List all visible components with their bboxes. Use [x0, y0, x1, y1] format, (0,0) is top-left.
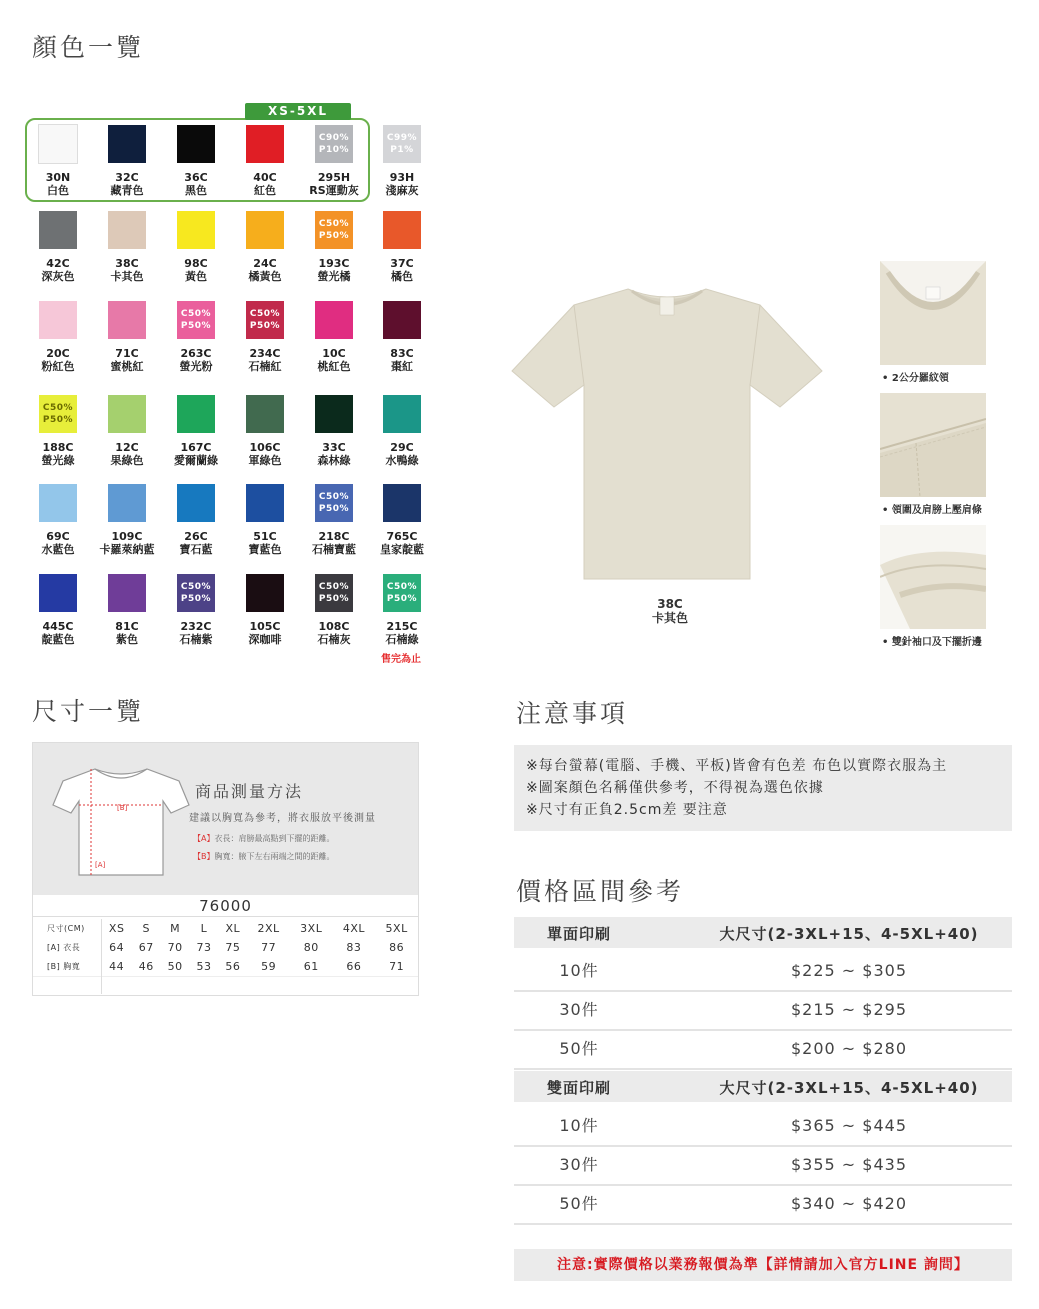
color-swatch-item	[92, 125, 162, 197]
color-swatch-item	[230, 301, 300, 373]
color-code: 108C	[318, 620, 350, 633]
size-col: 3XL	[300, 922, 323, 935]
color-name: 石楠紫	[179, 633, 213, 646]
color-swatch-item	[230, 125, 300, 197]
color-code: 188C	[42, 441, 74, 454]
color-code: 12C	[115, 441, 139, 454]
color-code: 765C	[386, 530, 418, 543]
color-code: 30N	[45, 171, 71, 184]
measure-method-area	[33, 743, 418, 895]
shoulder-detail-icon	[880, 393, 986, 497]
colors-section-title: 顏色一覽	[32, 33, 145, 62]
measure-method-subtitle: 建議以胸寬為參考，將衣服放平後測量	[189, 813, 376, 824]
price-range: $340 ~ $420	[790, 1194, 907, 1213]
size-cell: 70	[167, 941, 183, 954]
size-cell: 83	[346, 941, 362, 954]
notes-section-title: 注意事項	[516, 699, 629, 728]
price-size-note: 大尺寸(2-3XL+15、4-5XL+40)	[719, 925, 979, 943]
size-section-title: 尺寸一覽	[32, 697, 145, 726]
size-chart-panel	[32, 742, 419, 996]
color-code: 93H	[389, 171, 415, 184]
color-swatch	[177, 395, 215, 433]
color-swatch	[39, 484, 77, 522]
color-name: 藏青色	[110, 184, 144, 197]
size-cell: 64	[109, 941, 125, 954]
color-swatch	[315, 301, 353, 339]
size-cell: 46	[138, 959, 154, 973]
color-swatch-item	[367, 484, 437, 556]
color-swatch-item	[230, 484, 300, 556]
color-name: 黑色	[185, 184, 207, 197]
collar-detail-icon	[880, 261, 986, 365]
color-swatch	[108, 395, 146, 433]
color-swatch-item	[367, 211, 437, 283]
color-swatch: C99% P1%	[383, 125, 421, 163]
color-swatch-item	[161, 484, 231, 556]
color-name: 螢光橘	[317, 270, 351, 283]
size-col: 2XL	[257, 922, 280, 935]
color-swatch	[246, 395, 284, 433]
color-name: 森林綠	[317, 454, 351, 467]
color-name: 石楠灰	[317, 633, 351, 646]
size-cell: 77	[261, 941, 277, 954]
color-code: 33C	[322, 441, 346, 454]
price-qty: 30件	[559, 1000, 599, 1019]
size-blank-cell	[33, 976, 101, 994]
size-col: 4XL	[342, 922, 365, 935]
color-code: 215C	[386, 620, 418, 633]
size-cell: 44	[109, 959, 125, 973]
diagram-a-marker: [A]	[95, 861, 106, 869]
color-swatch-item	[367, 395, 437, 467]
color-swatch-item	[23, 301, 93, 373]
price-header-single	[514, 917, 1012, 951]
color-code: 69C	[46, 530, 70, 543]
price-qty: 10件	[559, 961, 599, 980]
color-name: 桃紅色	[317, 360, 351, 373]
color-name: 軍綠色	[248, 454, 282, 467]
color-swatch	[246, 574, 284, 612]
color-code: 24C	[253, 257, 277, 270]
color-code: 167C	[180, 441, 212, 454]
color-swatch: C50% P50%	[315, 574, 353, 612]
color-name: 深灰色	[41, 270, 75, 283]
size-cell: 71	[389, 959, 405, 973]
color-swatch	[246, 484, 284, 522]
color-swatch-item	[23, 574, 93, 646]
color-name: 淺麻灰	[385, 184, 419, 197]
color-swatch	[177, 484, 215, 522]
color-name: 果綠色	[110, 454, 144, 467]
price-print-type: 單面印刷	[546, 925, 611, 943]
size-blank-cell	[101, 976, 418, 994]
size-table	[33, 919, 418, 994]
color-swatch-item	[299, 395, 369, 467]
color-code: 105C	[249, 620, 281, 633]
measure-tshirt-icon	[51, 763, 191, 883]
price-size-note: 大尺寸(2-3XL+15、4-5XL+40)	[719, 1079, 979, 1097]
measure-line-a	[193, 833, 334, 844]
note-line: ※尺寸有正負2.5cm差 要注意	[526, 802, 728, 818]
size-cell: 61	[303, 959, 319, 973]
color-code: 10C	[322, 347, 346, 360]
size-cell: 53	[196, 959, 212, 973]
color-code: 234C	[249, 347, 281, 360]
color-swatch-item	[92, 211, 162, 283]
color-swatch: C50% P50%	[39, 395, 77, 433]
color-swatch	[39, 211, 77, 249]
size-col: M	[170, 922, 181, 935]
color-swatch: C50% P50%	[315, 211, 353, 249]
color-swatch	[108, 484, 146, 522]
price-qty: 50件	[559, 1194, 599, 1213]
color-name: 棗紅	[391, 360, 413, 373]
color-swatch-item	[161, 574, 231, 646]
detail-collar-image	[880, 261, 986, 365]
color-name: 愛爾蘭綠	[174, 454, 218, 467]
tshirt-icon	[510, 275, 825, 585]
color-swatch-item	[23, 125, 93, 197]
color-code: 38C	[115, 257, 139, 270]
color-swatch	[315, 395, 353, 433]
color-name: 石楠紅	[248, 360, 282, 373]
price-row	[514, 992, 1012, 1031]
size-row-label: [A] 衣長	[33, 938, 101, 957]
color-code: 51C	[253, 530, 277, 543]
color-code: 40C	[253, 171, 277, 184]
color-swatch-item	[230, 211, 300, 283]
color-code: 37C	[390, 257, 414, 270]
size-row-chest	[33, 957, 418, 976]
measure-b-text: 胸寬：腋下左右兩端之間的距離。	[214, 852, 335, 861]
detail-caption-2: • 領圍及肩膀上壓肩條	[882, 505, 982, 516]
color-swatch-item	[161, 125, 231, 197]
color-name: 卡其色	[110, 270, 144, 283]
price-row	[514, 953, 1012, 992]
color-swatch	[383, 301, 421, 339]
color-swatch-item	[92, 574, 162, 646]
size-cell: 59	[261, 959, 277, 973]
color-name: RS運動灰	[309, 184, 359, 197]
color-name: 寶石藍	[179, 543, 213, 556]
color-name: 寶藍色	[248, 543, 282, 556]
color-swatch: C50% P50%	[383, 574, 421, 612]
color-code: 109C	[111, 530, 143, 543]
color-code: 295H	[317, 171, 351, 184]
color-name: 紅色	[254, 184, 276, 197]
price-range: $355 ~ $435	[790, 1155, 907, 1174]
hem-detail-icon	[880, 525, 986, 629]
color-swatch	[246, 211, 284, 249]
note-line: ※每台螢幕(電腦、手機、平板)皆會有色差 布色以實際衣服為主	[526, 758, 948, 774]
color-swatch	[246, 125, 284, 163]
color-swatch	[383, 395, 421, 433]
color-code: 42C	[46, 257, 70, 270]
color-swatch	[108, 301, 146, 339]
price-disclaimer: 注意:實際價格以業務報價為準【詳情請加入官方LINE 詢問】	[514, 1249, 1012, 1281]
color-swatch	[383, 484, 421, 522]
price-range: $215 ~ $295	[790, 1000, 907, 1019]
color-swatch: C50% P50%	[246, 301, 284, 339]
color-code: 98C	[184, 257, 208, 270]
size-header-label: 尺寸(CM)	[33, 919, 101, 938]
color-name: 蜜桃紅	[110, 360, 144, 373]
color-swatch-item	[299, 125, 369, 197]
color-swatch-item	[92, 484, 162, 556]
size-cell: 75	[225, 941, 241, 954]
color-name: 石楠綠	[385, 633, 419, 646]
size-row-length	[33, 938, 418, 957]
color-swatch: C90% P10%	[315, 125, 353, 163]
color-swatch	[177, 211, 215, 249]
color-name: 粉紅色	[41, 360, 75, 373]
detail-shoulder-image	[880, 393, 986, 497]
measure-a-tag: 【A】	[193, 834, 215, 843]
color-swatch-item	[367, 125, 437, 197]
price-row	[514, 1186, 1012, 1225]
color-name: 石楠寶藍	[312, 543, 356, 556]
color-swatch: C50% P50%	[177, 301, 215, 339]
color-swatch-item	[23, 395, 93, 467]
measure-b-tag: 【B】	[193, 852, 215, 861]
color-swatch	[108, 574, 146, 612]
size-row-blank	[33, 976, 418, 994]
size-row-label: [B] 胸寬	[33, 957, 101, 976]
size-col: L	[200, 922, 208, 935]
price-range: $200 ~ $280	[790, 1039, 907, 1058]
size-range-tag: XS-5XL	[245, 103, 351, 120]
size-col: XL	[225, 922, 241, 935]
color-code: 193C	[318, 257, 350, 270]
diagram-b-marker: [B]	[117, 804, 128, 812]
size-cell: 67	[138, 941, 154, 954]
soldout-label: 售完為止	[381, 654, 421, 665]
price-qty: 10件	[559, 1116, 599, 1135]
note-line: ※圖案顏色名稱僅供參考，不得視為選色依據	[526, 780, 824, 796]
color-swatch	[108, 211, 146, 249]
color-swatch	[177, 125, 215, 163]
color-swatch	[39, 125, 77, 163]
price-qty: 30件	[559, 1155, 599, 1174]
color-code: 218C	[318, 530, 350, 543]
color-swatch-item	[299, 211, 369, 283]
price-range: $365 ~ $445	[790, 1116, 907, 1135]
color-name: 靛藍色	[41, 633, 75, 646]
color-name: 白色	[47, 184, 69, 197]
color-code: 106C	[249, 441, 281, 454]
size-col: S	[142, 922, 151, 935]
color-name: 水藍色	[41, 543, 75, 556]
price-row	[514, 1147, 1012, 1186]
color-swatch	[383, 211, 421, 249]
size-cell: 66	[346, 959, 362, 973]
price-section-title: 價格區間參考	[516, 877, 685, 906]
size-cell: 86	[389, 941, 405, 954]
color-swatch-item	[92, 301, 162, 373]
color-name: 深咖啡	[248, 633, 282, 646]
price-row	[514, 1108, 1012, 1147]
color-swatch	[39, 574, 77, 612]
product-color-name: 卡其色	[651, 611, 688, 625]
product-color-label	[620, 597, 720, 625]
color-swatch-item	[367, 301, 437, 373]
color-code: 32C	[115, 171, 139, 184]
measure-line-b	[193, 851, 335, 862]
color-code: 29C	[390, 441, 414, 454]
color-swatch: C50% P50%	[177, 574, 215, 612]
color-code: 263C	[180, 347, 212, 360]
color-name: 卡羅萊納藍	[99, 543, 155, 556]
size-chart-model: 76000	[33, 895, 418, 917]
color-name: 紫色	[116, 633, 138, 646]
detail-hem-image	[880, 525, 986, 629]
size-cell: 50	[167, 959, 183, 973]
product-tshirt-image	[510, 275, 825, 585]
color-swatch	[39, 301, 77, 339]
color-code: 71C	[115, 347, 139, 360]
size-cell: 80	[303, 941, 319, 954]
color-code: 445C	[42, 620, 74, 633]
price-header-double	[514, 1071, 1012, 1105]
price-range: $225 ~ $305	[790, 961, 907, 980]
color-name: 水鴨綠	[385, 454, 419, 467]
measure-a-text: 衣長：肩膀最高點到下擺的距離。	[214, 834, 335, 843]
color-swatch-item	[367, 574, 437, 646]
color-name: 橘黃色	[248, 270, 282, 283]
color-swatch-item	[161, 211, 231, 283]
color-swatch-item	[161, 395, 231, 467]
color-swatch	[108, 125, 146, 163]
measure-method-title: 商品測量方法	[195, 782, 304, 801]
color-swatch-item	[299, 574, 369, 646]
detail-caption-1: • 2公分羅紋領	[882, 373, 949, 384]
color-name: 橘色	[391, 270, 413, 283]
color-name: 黃色	[185, 270, 207, 283]
product-code: 38C	[657, 597, 683, 611]
size-table-header	[33, 919, 418, 938]
color-swatch-item	[230, 574, 300, 646]
color-code: 232C	[180, 620, 212, 633]
color-swatch-item	[161, 301, 231, 373]
notes-box	[514, 745, 1012, 831]
color-swatch-item	[92, 395, 162, 467]
color-code: 81C	[115, 620, 139, 633]
price-print-type: 雙面印刷	[546, 1079, 611, 1097]
color-swatch: C50% P50%	[315, 484, 353, 522]
size-col: 5XL	[385, 922, 408, 935]
color-swatch-item	[299, 301, 369, 373]
price-qty: 50件	[559, 1039, 599, 1058]
color-swatch-grid	[0, 0, 460, 680]
color-swatch-item	[230, 395, 300, 467]
detail-caption-3: • 雙針袖口及下擺折邊	[882, 637, 982, 648]
color-swatch-item	[23, 211, 93, 283]
color-code: 83C	[390, 347, 414, 360]
color-swatch-item	[299, 484, 369, 556]
color-code: 26C	[184, 530, 208, 543]
size-col: XS	[108, 922, 125, 935]
color-name: 螢光粉	[179, 360, 213, 373]
size-cell: 56	[225, 959, 241, 973]
size-cell: 73	[196, 941, 212, 954]
color-name: 皇家靛藍	[380, 543, 424, 556]
price-row	[514, 1031, 1012, 1070]
color-swatch-item	[23, 484, 93, 556]
color-code: 20C	[46, 347, 70, 360]
color-code: 36C	[184, 171, 208, 184]
color-name: 螢光綠	[41, 454, 75, 467]
